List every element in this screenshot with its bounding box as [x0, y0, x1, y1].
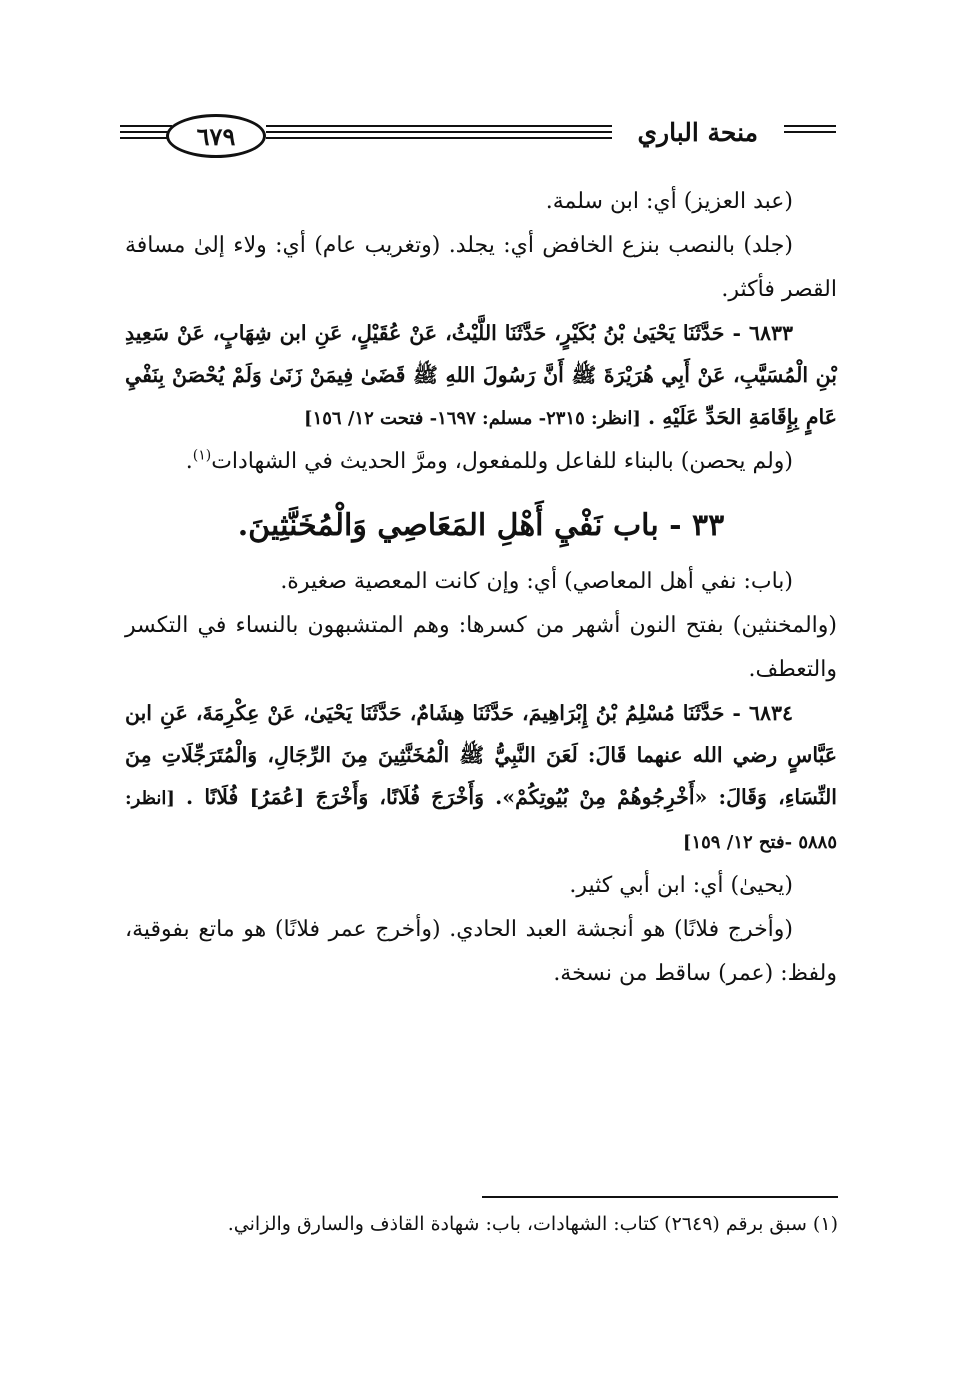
paragraph-text: (ولم يحصن) بالبناء للفاعل وللمفعول، ومرَّ الحديث في الشهادات	[211, 449, 793, 474]
hadith-text	[125, 692, 837, 864]
footnote-marker: (١)	[192, 447, 212, 464]
header-rule-left	[120, 131, 172, 133]
header-rule-middle	[266, 125, 612, 127]
header-rule-left	[120, 137, 172, 139]
hadith-6834: ٦٨٣٤ - حَدَّثَنَا مُسْلِمُ بْنُ إِبْرَاهِيمَ، حَدَّثَنَا هِشَامٌ، حَدَّثَنَا يَحْيَىٰ، عَنْ عِكْرِمَةَ، عَنِ ابن عَبَّاسٍ رضي الله عنهما قَالَ: لَعَنَ النَّبِيُّ ﷺ الْمُخَنَّثِينَ مِنَ الرِّجَالِ، وَالْمُتَرَجِّلَاتِ مِنَ النِّسَاءِ، وَقَالَ: «أَخْرِجُوهُمْ مِنْ بُيُوتِكُمْ». وَأَخْرَجَ فُلَانًا، وَأَخْرَجَ [عُمَرُ] فُلَانًا .	[125, 701, 837, 809]
commentary-paragraph: (عبد العزيز) أي: ابن سلمة.	[545, 189, 793, 214]
hadith-6833: ٦٨٣٣ - حَدَّثَنَا يَحْيَىٰ بْنُ بُكَيْرٍ، حَدَّثَنَا اللَّيْثُ، عَنْ عُقَيْلٍ، عَنِ ابن شِهَابٍ، عَنْ سَعِيدِ بْنِ الْمُسَيَّبِ، عَنْ أَبِي هُرَيْرَةَ ﷺ أَنَّ رَسُولَ اللهِ ﷺ قَضَىٰ فِيمَنْ زَنَىٰ وَلَمْ يُحْصَنْ بِنَفْيِ عَامٍ بِإِقَامَةِ الحَدِّ عَلَيْهِ .	[125, 321, 837, 429]
page-body	[125, 180, 837, 996]
commentary-paragraph: (جلد) بالنصب بنزع الخافض أي: يجلد. (وتغريب عام) أي: ولاء إلىٰ مسافة القصر فأكثر.	[125, 233, 837, 302]
header-rule-right	[784, 131, 836, 133]
footnote-separator	[482, 1196, 838, 1198]
hadith-reference: [انظر: ٥٨٨٥ -فتح ١٢/ ١٥٩]	[125, 788, 837, 853]
running-title: منحة الباري	[637, 118, 758, 147]
header-rule-right	[784, 125, 836, 127]
header-rule-middle	[266, 131, 612, 133]
chapter-heading: ٣٣ - باب نَفْيِ أَهْلِ المَعَاصِي وَالْمُخَنَّثِينَ.	[237, 508, 725, 543]
commentary-paragraph: (وأخرج فلانًا) هو أنجشة العبد الحادي. (وأخرج عمر فلانًا) هو ماتع بفوقية، ولفظ: (عمر) ساقط من نسخة.	[125, 917, 837, 986]
header-rule-middle	[266, 137, 612, 139]
footnote: (١) سبق برقم (٢٦٤٩) كتاب: الشهادات، باب: شهادة القاذف والسارق والزاني.	[227, 1213, 838, 1235]
page-header	[120, 108, 836, 164]
commentary-paragraph: (يحيىٰ) أي: ابن أبي كثير.	[569, 873, 793, 898]
commentary-paragraph: (والمخنثين) بفتح النون أشهر من كسرها: وهم المتشبهون بالنساء في التكسر والتعطف.	[125, 613, 837, 682]
commentary-paragraph	[125, 440, 837, 484]
header-rule-left	[120, 125, 172, 127]
page-number: ٦٧٩	[166, 114, 266, 158]
hadith-reference: [انظر: ٢٣١٥- مسلم: ١٦٩٧- فتحت ١٢/ ١٥٦]	[304, 408, 641, 429]
commentary-paragraph: (باب: نفي أهل المعاصي) أي: وإن كانت المعصية صغيرة.	[280, 569, 793, 594]
paragraph-end: .	[185, 449, 193, 474]
hadith-text	[125, 312, 837, 440]
